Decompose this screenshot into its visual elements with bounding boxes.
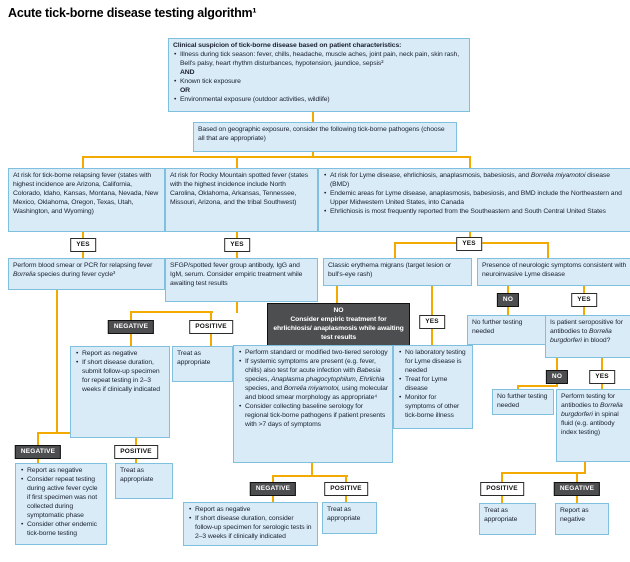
negative-label: NEGATIVE bbox=[108, 320, 154, 334]
connector bbox=[394, 242, 396, 258]
treat-as-appropriate-box: Treat as appropriate bbox=[172, 346, 233, 382]
positive-label: POSITIVE bbox=[189, 320, 233, 334]
yes-label: YES bbox=[456, 237, 482, 251]
rmsf-risk-box: At risk for Rocky Mountain spotted fever (states with the highest incidence include North Carolina, Oklahoma, Arkansas, Tennessee, Missouri, Arizona, and the tribal Southwest) bbox=[165, 168, 318, 232]
connector bbox=[547, 242, 549, 258]
positive-label: POSITIVE bbox=[324, 482, 368, 496]
yes-label: YES bbox=[419, 315, 445, 329]
positive-label: POSITIVE bbox=[480, 482, 524, 496]
connector bbox=[82, 156, 471, 158]
no-label: NO bbox=[497, 293, 519, 307]
relapsing-fever-risk-box: At risk for tick-borne relapsing fever (states with highest incidence are Arizona, California, Colorado, Idaho, Kansas, Montana, Nevada, New Mexico, Oklahoma, Oregon, Texas, Utah, Washington, and Wyoming) bbox=[8, 168, 165, 232]
page-title: Acute tick-borne disease testing algorithm¹ bbox=[8, 6, 257, 20]
connector bbox=[82, 156, 84, 168]
empiric-treatment-no-box: NO Consider empiric treatment for ehrlichiosis/ anaplasmosis while awaiting test results bbox=[267, 303, 410, 347]
negative-label: NEGATIVE bbox=[15, 445, 61, 459]
no-label: NO bbox=[546, 370, 568, 384]
no-lab-testing-box: • No laboratory testing for Lyme disease is needed • Treat for Lyme disease • Monitor for symptoms of other tick-borne illness bbox=[393, 345, 473, 429]
connector bbox=[236, 156, 238, 168]
connector bbox=[469, 156, 471, 168]
report-as-negative-box: Report as negative bbox=[555, 503, 609, 535]
two-tiered-serology-box: • Perform standard or modified two-tiered serology • If systemic symptoms are present (e.g. fever, chills) also test for acute infection with Babesia species, Anaplasma phagocytophilum, Ehrlichia species, and Borrelia miyamotoi, using molecular and blood smear morphology as appropriate⁴ • Consider collecting baseline serology for regional tick-borne pathogens if patient presents with >7 days of symptoms bbox=[233, 345, 393, 463]
neurologic-symptoms-box: Presence of neurologic symptoms consistent with neuroinvasive Lyme disease bbox=[477, 258, 630, 286]
yes-label: YES bbox=[70, 238, 96, 252]
connector bbox=[501, 472, 586, 474]
yes-label: YES bbox=[571, 293, 597, 307]
treat-as-appropriate-box: Treat as appropriate bbox=[115, 463, 173, 499]
positive-label: POSITIVE bbox=[114, 445, 158, 459]
treat-as-appropriate-box: Treat as appropriate bbox=[479, 503, 536, 535]
lyme-group-risk-box: • At risk for Lyme disease, ehrlichiosis, anaplasmosis, babesiosis, and Borrelia miyamotoi disease (BMD) • Endemic areas for Lyme disease, anaplasmosis, babesiosis, and BMD include the Northeastern and Upper Midwestern United States, into Canada • Ehrlichiosis is most frequently reported from the Southeastern and South Central United States bbox=[318, 168, 630, 232]
no-further-testing-box: No further testing needed bbox=[467, 315, 547, 345]
yes-label: YES bbox=[589, 370, 615, 384]
report-negative-fever-cycle-box: • Report as negative • Consider repeat testing during active fever cycle if first specimen was not collected during symptomatic phase • Consider other endemic tick-borne testing bbox=[15, 463, 107, 545]
clinical-suspicion-box: Clinical suspicion of tick-borne disease based on patient characteristics: • Illness during tick season: fever, chills, headache, muscle aches, joint pain, neck pain, skin rash, Bell's palsy, heart rhythm disturbances, hypotension, jaundice, sepsis² AND • Known tick exposure OR • Environmental exposure (outdoor activities, wildlife) bbox=[168, 38, 470, 112]
blood-smear-pcr-box: Perform blood smear or PCR for relapsing fever Borrelia species during fever cycle³ bbox=[8, 258, 165, 290]
connector bbox=[130, 311, 213, 313]
connector bbox=[272, 475, 348, 477]
yes-label: YES bbox=[224, 238, 250, 252]
connector bbox=[336, 284, 338, 303]
negative-label: NEGATIVE bbox=[554, 482, 600, 496]
treat-as-appropriate-box: Treat as appropriate bbox=[322, 502, 377, 534]
negative-label: NEGATIVE bbox=[250, 482, 296, 496]
csf-antibody-testing-box: Perform testing for antibodies to Borrelia burgdorferi in spinal fluid (e.g. antibody index testing) bbox=[556, 389, 630, 462]
no-further-testing-box: No further testing needed bbox=[492, 389, 554, 415]
connector bbox=[56, 288, 58, 433]
seropositive-question-box: Is patient seropositive for antibodies to Borrelia burgdorferi in blood? bbox=[545, 315, 630, 358]
report-negative-repeat-box: • Report as negative • If short disease duration, submit follow-up specimen for repeat testing in 2–3 weeks if clinically indicated bbox=[70, 346, 170, 438]
geographic-exposure-box: Based on geographic exposure, consider the following tick-borne pathogens (choose all that are appropriate) bbox=[193, 122, 457, 152]
sfgp-serology-box: SFGP/spotted fever group antibody, IgG and IgM, serum. Consider empiric treatment while awaiting test results bbox=[165, 258, 318, 302]
connector bbox=[312, 112, 314, 122]
connector bbox=[517, 385, 558, 387]
report-negative-serology-box: • Report as negative • If short disease duration, consider follow-up specimen for serologic tests in 2–3 weeks if clinically indicated bbox=[183, 502, 318, 546]
classic-erythema-migrans-box: Classic erythema migrans (target lesion or bull's-eye rash) bbox=[323, 258, 472, 286]
